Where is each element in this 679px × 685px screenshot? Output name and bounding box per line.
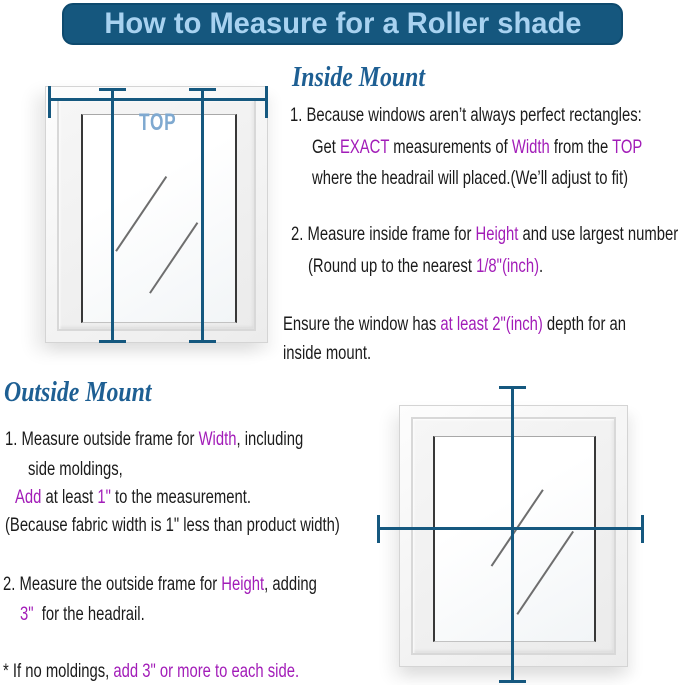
width-measure-endcap-left: [48, 86, 51, 118]
glass-reflection-line: [149, 222, 198, 293]
inside-step1-line1: 1. Because windows aren’t always perfect rectangles:: [290, 105, 642, 126]
glass-reflection-line: [516, 531, 573, 615]
vertical-guide-line-left: [111, 88, 114, 343]
window-glass: [81, 114, 237, 323]
outside-step1-line2: side moldings,: [28, 459, 123, 480]
vertical-guide-cap-top: [189, 88, 216, 91]
inside-step2-line2: (Round up to the nearest 1/8"(inch).: [308, 256, 544, 277]
vertical-guide-cap-bottom: [189, 340, 216, 343]
width-measure-line: [49, 98, 268, 101]
inside-step2-line1: 2. Measure inside frame for Height and use largest number: [291, 224, 679, 245]
outside-mount-heading: Outside Mount: [4, 377, 152, 408]
page-title: How to Measure for a Roller shade: [103, 7, 582, 40]
outside-step1-line3: Add at least 1" to the measurement.: [15, 487, 251, 508]
inside-depth-note-line1: Ensure the window has at least 2"(inch) depth for an: [283, 314, 627, 335]
inside-step1-line3: where the headrail will placed.(We’ll adjust to fit): [312, 168, 629, 189]
height-measure-line: [511, 387, 514, 682]
vertical-guide-line-right: [201, 88, 204, 343]
height-measure-endcap-bottom: [499, 680, 526, 683]
width-measure-line: [378, 527, 644, 530]
outside-step2-line2: 3" for the headrail.: [20, 604, 145, 625]
outside-step1-line1: 1. Measure outside frame for Width, including: [5, 429, 304, 450]
glass-reflection-line: [115, 176, 167, 251]
width-measure-endcap-right: [641, 515, 644, 543]
window-glass: [433, 436, 596, 642]
width-measure-endcap-left: [377, 515, 380, 543]
inside-mount-heading: Inside Mount: [292, 62, 425, 93]
outside-step2-line1: 2. Measure the outside frame for Height, adding: [3, 574, 317, 595]
vertical-guide-cap-top: [99, 88, 126, 91]
top-label: TOP: [139, 109, 177, 136]
outside-step1-line4: (Because fabric width is 1" less than product width): [5, 515, 340, 536]
outside-moldings-note: * If no moldings, add 3" or more to each side.: [3, 661, 300, 682]
vertical-guide-cap-bottom: [99, 340, 126, 343]
title-banner: [62, 3, 623, 45]
height-measure-endcap-top: [499, 386, 526, 389]
inside-step1-line2: Get EXACT measurements of Width from the TOP: [312, 137, 643, 158]
inside-depth-note-line2: inside mount.: [283, 343, 372, 364]
width-measure-endcap-right: [265, 86, 268, 118]
